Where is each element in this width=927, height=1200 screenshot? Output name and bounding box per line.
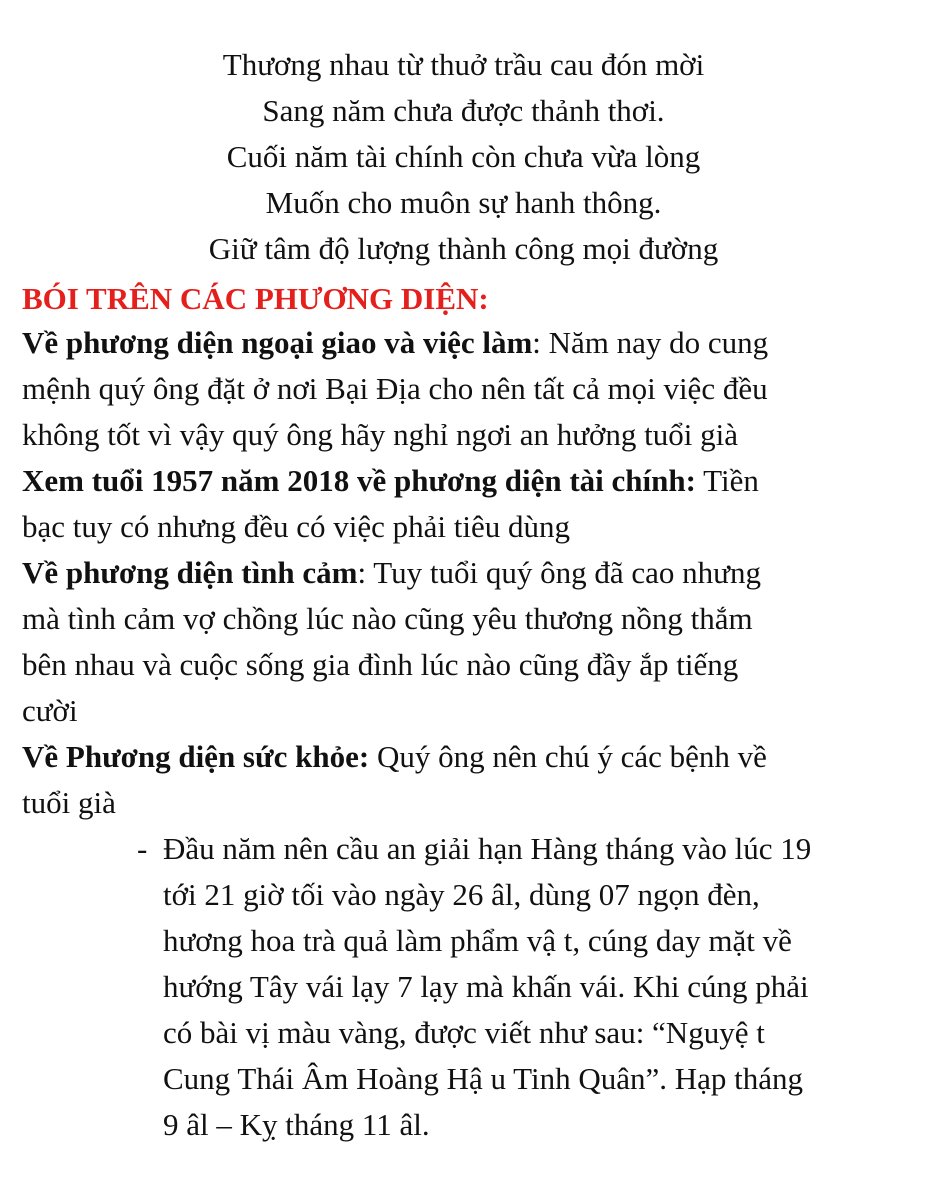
love-paragraph-line: mà tình cảm vợ chồng lúc nào cũng yêu thương nồng thắm	[22, 601, 753, 636]
bullet-marker: -	[137, 831, 148, 866]
bullet-line: có bài vị màu vàng, được viết như sau: “Nguyệ t	[163, 1015, 765, 1050]
health-paragraph-line	[22, 734, 922, 780]
bullet-item	[137, 826, 917, 1148]
health-paragraph-line: tuổi già	[22, 785, 116, 820]
love-label: Về phương diện tình cảm	[22, 555, 358, 590]
finance-label: Xem tuổi 1957 năm 2018 về phương diện tài chính:	[22, 463, 696, 498]
love-paragraph-line: cười	[22, 693, 78, 728]
work-paragraph-line: mệnh quý ông đặt ở nơi Bại Địa cho nên tất cả mọi việc đều	[22, 371, 768, 406]
bullet-line: hướng Tây vái lạy 7 lạy mà khấn vái. Khi cúng phải	[163, 969, 809, 1004]
love-text: : Tuy tuổi quý ông đã cao nhưng	[357, 555, 761, 590]
bullet-line: hương hoa trà quả làm phẩm vậ t, cúng day mặt về	[163, 923, 792, 958]
work-paragraph-line: không tốt vì vậy quý ông hãy nghỉ ngơi an hưởng tuổi già	[22, 417, 739, 452]
poem	[0, 42, 927, 272]
poem-line: Muốn cho muôn sự hanh thông.	[265, 185, 662, 220]
work-label: Về phương diện ngoại giao và việc làm	[22, 325, 533, 360]
health-label: Về Phương diện sức khỏe:	[22, 739, 370, 774]
bullet-line: Đầu năm nên cầu an giải hạn Hàng tháng vào lúc 19	[163, 831, 812, 866]
bullet-line: Cung Thái Âm Hoàng Hậ u Tinh Quân”. Hạp tháng	[163, 1061, 804, 1096]
section-heading: BÓI TRÊN CÁC PHƯƠNG DIỆN:	[22, 281, 489, 316]
bullet-line: 9 âl – Kỵ tháng 11 âl.	[163, 1107, 430, 1142]
health-text: Quý ông nên chú ý các bệnh về	[369, 739, 767, 774]
poem-line: Sang năm chưa được thảnh thơi.	[262, 93, 665, 128]
work-paragraph-line	[22, 320, 922, 366]
finance-paragraph-line	[22, 458, 922, 504]
poem-line: Giữ tâm độ lượng thành công mọi đường	[208, 231, 719, 266]
poem-line: Thương nhau từ thuở trầu cau đón mời	[222, 47, 705, 82]
finance-paragraph-line: bạc tuy có nhưng đều có việc phải tiêu dùng	[22, 509, 570, 544]
document-body	[22, 320, 922, 826]
finance-text: Tiền	[695, 463, 759, 498]
love-paragraph-line: bên nhau và cuộc sống gia đình lúc nào cũng đầy ắp tiếng	[22, 647, 739, 682]
work-text: : Năm nay do cung	[532, 325, 769, 360]
bullet-line: tới 21 giờ tối vào ngày 26 âl, dùng 07 ngọn đèn,	[163, 877, 760, 912]
poem-line: Cuối năm tài chính còn chưa vừa lòng	[226, 139, 701, 174]
love-paragraph-line	[22, 550, 922, 596]
